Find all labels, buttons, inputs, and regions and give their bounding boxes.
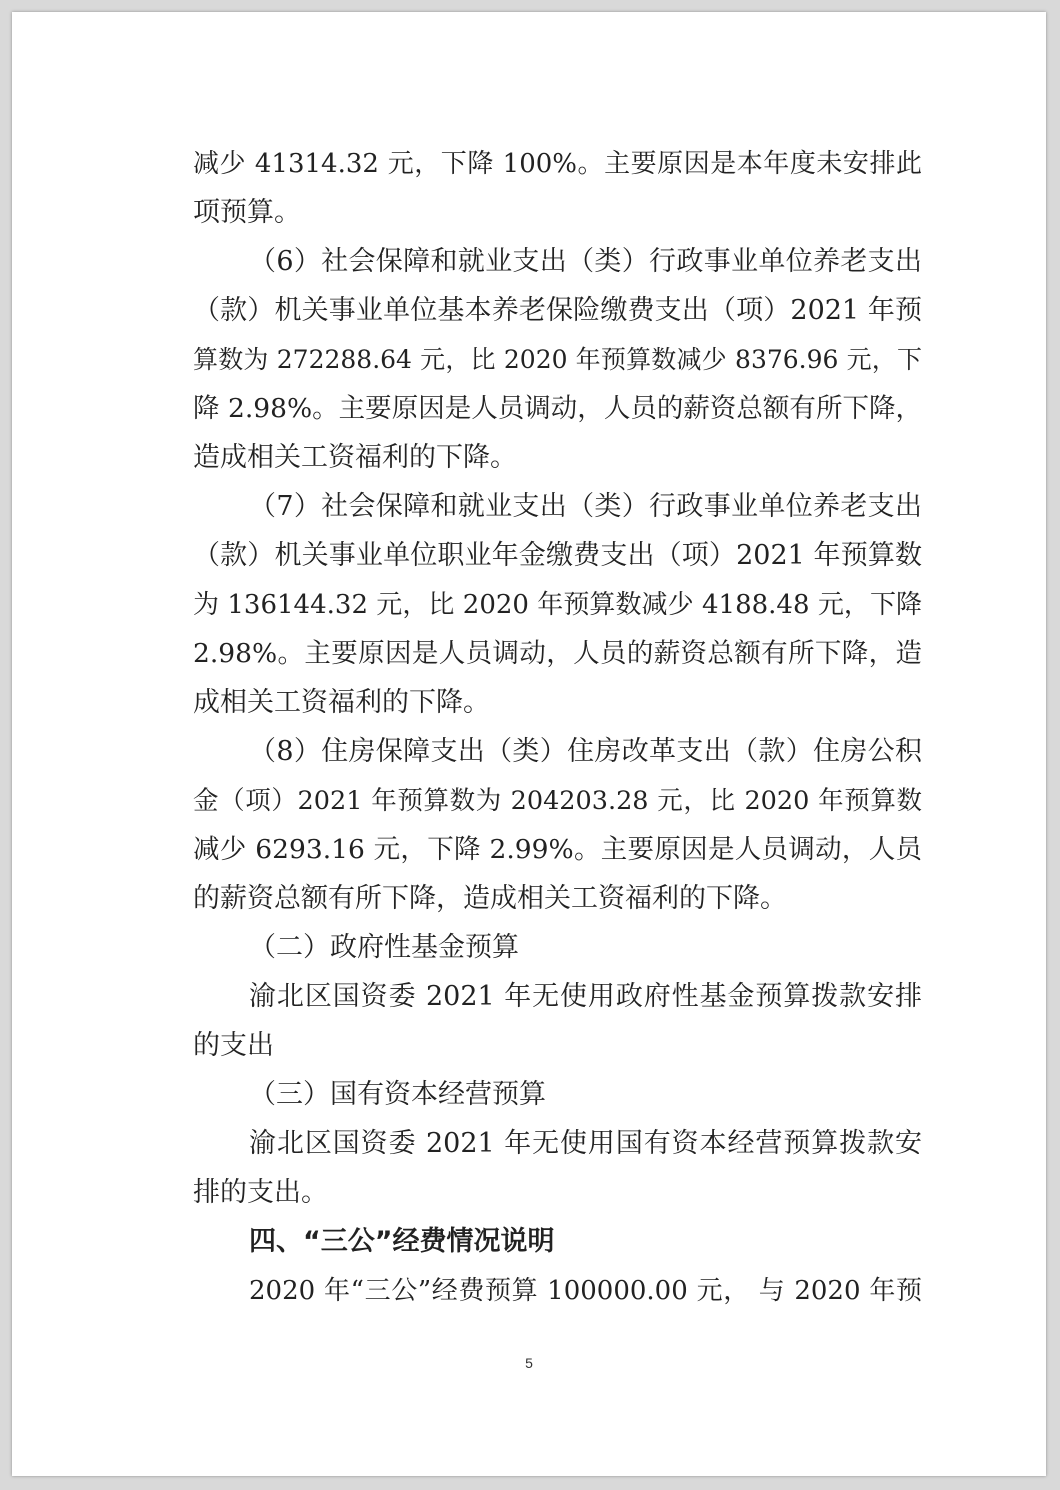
text-line: 降 2.98%。主要原因是人员调动，人员的薪资总额有所下降， <box>193 393 922 424</box>
document-page <box>12 12 1046 1476</box>
text-line: 的薪资总额有所下降，造成相关工资福利的下降。 <box>193 883 787 914</box>
text-line: 2.98%。主要原因是人员调动，人员的薪资总额有所下降，造 <box>193 638 922 669</box>
text-line: 2020 年“三公”经费预算 100000.00 元， 与 2020 年预 <box>249 1276 922 1306</box>
text-line: （6）社会保障和就业支出（类）行政事业单位养老支出 <box>249 246 922 277</box>
text-line: 渝北区国资委 2021 年无使用国有资本经营预算拨款安 <box>249 1128 922 1159</box>
text-line: 造成相关工资福利的下降。 <box>193 442 517 473</box>
text-line: 成相关工资福利的下降。 <box>193 687 490 718</box>
section-heading: （三）国有资本经营预算 <box>249 1079 546 1110</box>
text-line: 为 136144.32 元，比 2020 年预算数减少 4188.48 元，下降 <box>193 590 922 620</box>
text-line: （8）住房保障支出（类）住房改革支出（款）住房公积 <box>249 736 922 767</box>
chapter-heading: 四、“三公”经费情况说明 <box>249 1226 555 1257</box>
text-line: 渝北区国资委 2021 年无使用政府性基金预算拨款安排 <box>249 981 922 1012</box>
text-line: （7）社会保障和就业支出（类）行政事业单位养老支出 <box>249 491 922 522</box>
text-line: 金（项）2021 年预算数为 204203.28 元，比 2020 年预算数 <box>193 786 922 816</box>
text-line: 算数为 272288.64 元，比 2020 年预算数减少 8376.96 元，下 <box>193 345 922 374</box>
text-line: （款）机关事业单位职业年金缴费支出（项）2021 年预算数 <box>193 540 922 571</box>
text-line: 减少 6293.16 元，下降 2.99%。主要原因是人员调动，人员 <box>193 834 922 865</box>
text-line: （款）机关事业单位基本养老保险缴费支出（项）2021 年预 <box>193 295 922 326</box>
section-heading: （二）政府性基金预算 <box>249 932 519 963</box>
text-line: 的支出 <box>193 1030 274 1061</box>
page-number: 5 <box>525 1355 533 1371</box>
text-line: 排的支出。 <box>193 1177 328 1208</box>
text-line: 减少 41314.32 元，下降 100%。主要原因是本年度未安排此 <box>193 149 922 179</box>
text-line: 项预算。 <box>193 197 301 228</box>
